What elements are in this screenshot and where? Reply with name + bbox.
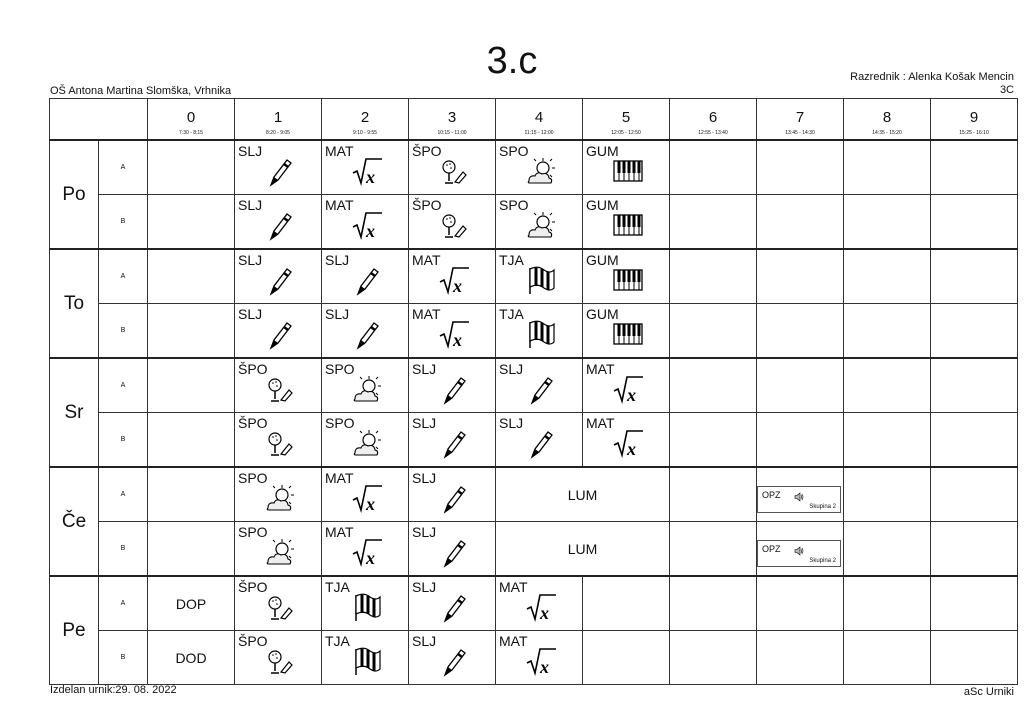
timetable-row (50, 304, 1018, 359)
lesson-cell (235, 249, 322, 304)
lesson-cell (409, 413, 496, 468)
lesson-cell (235, 140, 322, 195)
subject-label: MAT (586, 415, 615, 431)
lesson-cell (235, 631, 322, 685)
pen-icon (439, 645, 469, 677)
lesson-cell (844, 304, 931, 359)
svg-text:x: x (366, 221, 375, 241)
day-label: Če (50, 467, 99, 576)
golf-ball-icon (265, 427, 295, 459)
group-label: B (99, 631, 148, 685)
lesson-cell (235, 304, 322, 359)
lesson-cell (322, 413, 409, 468)
lesson-cell (148, 249, 235, 304)
group-label: A (99, 358, 148, 413)
subject-label: SLJ (325, 306, 350, 322)
period-header (496, 99, 583, 141)
period-header (409, 99, 496, 141)
period-header (931, 99, 1018, 141)
lesson-cell (670, 522, 757, 577)
lesson-cell (148, 195, 235, 250)
lesson-cell (583, 413, 670, 468)
group-label: B (99, 413, 148, 468)
period-header (148, 99, 235, 141)
lesson-cell (409, 467, 496, 522)
day-label: Po (50, 140, 99, 249)
lesson-cell (583, 576, 670, 631)
sqrt-x-icon (526, 645, 556, 677)
lesson-cell (757, 358, 844, 413)
opz-label: OPZ (762, 490, 781, 500)
lesson-cell: DOP (148, 576, 235, 631)
created-date: Izdelan urnik:29. 08. 2022 (50, 684, 177, 696)
subject-label: ŠPO (412, 197, 442, 213)
subject-label: MAT (325, 197, 354, 213)
piano-keys-icon (613, 155, 643, 187)
lesson-cell (931, 467, 1018, 522)
sqrt-x-icon (439, 264, 469, 296)
lesson-cell (670, 195, 757, 250)
timetable-row (50, 467, 1018, 522)
piano-keys-icon (613, 209, 643, 241)
period-time: 9:10 - 9:55 (353, 130, 377, 136)
sun-cloud-icon (352, 427, 382, 459)
subject-label: TJA (325, 579, 350, 595)
lesson-cell (583, 195, 670, 250)
sqrt-x-icon (352, 209, 382, 241)
subject-label: MAT (412, 252, 441, 268)
lesson-cell (844, 631, 931, 685)
group-label: B (99, 522, 148, 577)
lesson-cell (409, 195, 496, 250)
sun-cloud-icon (265, 482, 295, 514)
subject-label: MAT (325, 143, 354, 159)
flag-icon (526, 318, 556, 350)
pen-icon (439, 591, 469, 623)
lesson-cell (931, 249, 1018, 304)
subject-label: TJA (325, 633, 350, 649)
subject-label: MAT (412, 306, 441, 322)
period-number: 1 (273, 109, 283, 126)
lesson-cell (844, 195, 931, 250)
subject-label: SLJ (499, 415, 524, 431)
period-header (844, 99, 931, 141)
lesson-cell (757, 467, 844, 522)
lesson-cell-merged: LUM (496, 467, 670, 522)
lesson-cell (583, 140, 670, 195)
subject-label: SLJ (238, 143, 263, 159)
subject-label: ŠPO (238, 579, 268, 595)
subject-label: GUM (586, 143, 619, 159)
timetable-row (50, 358, 1018, 413)
sun-cloud-icon (526, 209, 556, 241)
golf-ball-icon (439, 209, 469, 241)
svg-text:x: x (366, 167, 375, 187)
lesson-cell (322, 631, 409, 685)
lesson-cell (322, 140, 409, 195)
lesson-cell (670, 304, 757, 359)
corner-cell (50, 99, 148, 141)
lesson-cell (409, 304, 496, 359)
lesson-cell (409, 249, 496, 304)
sun-cloud-icon (352, 373, 382, 405)
subject-label: SLJ (412, 415, 437, 431)
school-name: OŠ Antona Martina Slomška, Vrhnika (50, 85, 232, 97)
lesson-cell: DOD (148, 631, 235, 685)
period-time: 13:45 - 14:30 (785, 130, 815, 136)
pen-icon (265, 209, 295, 241)
sqrt-x-icon (613, 427, 643, 459)
lesson-cell (148, 522, 235, 577)
lesson-cell (496, 413, 583, 468)
subject-label: ŠPO (412, 143, 442, 159)
lesson-cell (322, 522, 409, 577)
lesson-cell (148, 140, 235, 195)
flag-icon (352, 591, 382, 623)
golf-ball-icon (439, 155, 469, 187)
period-number: 7 (795, 109, 805, 126)
page-title: 3.c (486, 40, 538, 82)
svg-text:x: x (627, 439, 636, 459)
timetable-row (50, 576, 1018, 631)
period-header (670, 99, 757, 141)
sun-cloud-icon (526, 155, 556, 187)
lesson-cell (670, 413, 757, 468)
lesson-cell (757, 249, 844, 304)
lesson-cell (757, 631, 844, 685)
svg-text:x: x (627, 385, 636, 405)
timetable-row (50, 631, 1018, 685)
sun-cloud-icon (265, 536, 295, 568)
lesson-cell (670, 140, 757, 195)
timetable-row (50, 195, 1018, 250)
period-number: 5 (621, 109, 631, 126)
period-number: 3 (447, 109, 457, 126)
lesson-cell (844, 413, 931, 468)
period-header (322, 99, 409, 141)
lesson-cell (931, 522, 1018, 577)
lesson-cell (148, 413, 235, 468)
lesson-cell (757, 522, 844, 577)
lesson-cell (844, 522, 931, 577)
subject-label: SPO (499, 197, 529, 213)
class-code: 3C (999, 84, 1014, 96)
svg-text:x: x (453, 330, 462, 350)
lesson-cell (148, 467, 235, 522)
period-number: 2 (360, 109, 370, 126)
pen-icon (439, 536, 469, 568)
svg-text:x: x (366, 494, 375, 514)
lesson-cell (496, 195, 583, 250)
period-number: 4 (534, 109, 544, 126)
subject-label: GUM (586, 252, 619, 268)
group-label: A (99, 249, 148, 304)
svg-text:x: x (366, 548, 375, 568)
period-header (235, 99, 322, 141)
lesson-cell (844, 358, 931, 413)
period-header-row (50, 99, 1018, 141)
lesson-cell (931, 140, 1018, 195)
piano-keys-icon (613, 318, 643, 350)
group-label: B (99, 195, 148, 250)
footer-brand: aSc Urniki (963, 686, 1014, 698)
period-number: 6 (708, 109, 718, 126)
golf-ball-icon (265, 373, 295, 405)
lesson-cell (931, 631, 1018, 685)
pen-icon (352, 318, 382, 350)
subject-label: SLJ (499, 361, 524, 377)
lesson-cell (235, 467, 322, 522)
opz-box (757, 540, 841, 567)
lesson-cell (670, 249, 757, 304)
lesson-cell (409, 631, 496, 685)
day-label: Pe (50, 576, 99, 685)
sqrt-x-icon (352, 482, 382, 514)
lesson-cell (757, 195, 844, 250)
period-number: 0 (186, 109, 196, 126)
lesson-cell (496, 576, 583, 631)
subject-label: GUM (586, 197, 619, 213)
lesson-cell (757, 140, 844, 195)
svg-text:x: x (453, 276, 462, 296)
subject-label: MAT (499, 579, 528, 595)
opz-group: Skupina 2 (809, 504, 836, 510)
pen-icon (439, 482, 469, 514)
subject-label: SLJ (325, 252, 350, 268)
flag-icon (352, 645, 382, 677)
subject-label: SLJ (238, 252, 263, 268)
lesson-cell (931, 304, 1018, 359)
subject-label: MAT (325, 524, 354, 540)
group-label: A (99, 140, 148, 195)
subject-label: TJA (499, 306, 524, 322)
lesson-cell (322, 358, 409, 413)
sqrt-x-icon (352, 536, 382, 568)
lesson-cell (322, 195, 409, 250)
pen-icon (526, 373, 556, 405)
lesson-cell (322, 304, 409, 359)
group-label: B (99, 304, 148, 359)
period-number: 8 (882, 109, 892, 126)
period-number: 9 (969, 109, 979, 126)
lesson-cell (148, 304, 235, 359)
lesson-cell (235, 358, 322, 413)
period-time: 12:05 - 12:50 (611, 130, 641, 136)
opz-group: Skupina 2 (809, 558, 836, 564)
lesson-cell (322, 576, 409, 631)
lesson-cell (757, 304, 844, 359)
sqrt-x-icon (613, 373, 643, 405)
sqrt-x-icon (526, 591, 556, 623)
opz-box (757, 486, 841, 513)
timetable-row (50, 249, 1018, 304)
period-time: 15:25 - 16:10 (959, 130, 989, 136)
period-time: 8:20 - 9:05 (266, 130, 290, 136)
day-label: Sr (50, 358, 99, 467)
timetable-row (50, 140, 1018, 195)
lesson-cell (931, 195, 1018, 250)
speaker-icon (794, 492, 804, 502)
pen-icon (439, 373, 469, 405)
timetable-row (50, 522, 1018, 577)
subject-label: MAT (499, 633, 528, 649)
period-header (583, 99, 670, 141)
lesson-cell-merged: LUM (496, 522, 670, 577)
lesson-cell (409, 140, 496, 195)
timetable-row (50, 413, 1018, 468)
lesson-cell (757, 576, 844, 631)
period-time: 10:15 - 11:00 (437, 130, 467, 136)
lesson-cell (322, 467, 409, 522)
class-teacher-block (850, 71, 1014, 97)
lesson-cell (496, 304, 583, 359)
subject-label: SLJ (238, 197, 263, 213)
subject-label: SLJ (238, 306, 263, 322)
subject-label: SLJ (412, 470, 437, 486)
pen-icon (265, 318, 295, 350)
subject-label: SLJ (412, 361, 437, 377)
period-time: 12:55 - 13:40 (698, 130, 728, 136)
lesson-cell (322, 249, 409, 304)
lesson-cell (235, 576, 322, 631)
sqrt-x-icon (352, 155, 382, 187)
subject-label: MAT (586, 361, 615, 377)
lesson-cell (409, 522, 496, 577)
subject-label: SLJ (412, 524, 437, 540)
svg-text:x: x (540, 603, 549, 623)
lesson-cell (235, 413, 322, 468)
subject-label: MAT (325, 470, 354, 486)
period-time: 7:30 - 8:15 (179, 130, 203, 136)
lesson-cell (496, 631, 583, 685)
subject-label: TJA (499, 252, 524, 268)
subject-label: SLJ (412, 579, 437, 595)
day-label: To (50, 249, 99, 358)
lesson-cell (844, 140, 931, 195)
lesson-cell (844, 467, 931, 522)
lesson-cell (583, 304, 670, 359)
lesson-cell (496, 358, 583, 413)
lesson-cell (235, 522, 322, 577)
class-teacher: Razrednik : Alenka Košak Mencin (850, 71, 1014, 83)
subject-label: GUM (586, 306, 619, 322)
lesson-cell (844, 576, 931, 631)
subject-label: SPO (325, 415, 355, 431)
lesson-cell (583, 249, 670, 304)
lesson-cell (583, 631, 670, 685)
lesson-cell (844, 249, 931, 304)
subject-label: SPO (238, 524, 268, 540)
group-label: A (99, 576, 148, 631)
piano-keys-icon (613, 264, 643, 296)
lesson-cell (496, 249, 583, 304)
lesson-cell (409, 358, 496, 413)
pen-icon (265, 155, 295, 187)
golf-ball-icon (265, 645, 295, 677)
period-time: 11:15 - 12:00 (524, 130, 554, 136)
lesson-cell (670, 631, 757, 685)
sqrt-x-icon (439, 318, 469, 350)
golf-ball-icon (265, 591, 295, 623)
subject-label: SPO (499, 143, 529, 159)
lesson-cell (670, 467, 757, 522)
lesson-cell (148, 358, 235, 413)
lesson-cell (931, 358, 1018, 413)
subject-label: SLJ (412, 633, 437, 649)
subject-label: SPO (325, 361, 355, 377)
lesson-cell (670, 576, 757, 631)
pen-icon (352, 264, 382, 296)
flag-icon (526, 264, 556, 296)
lesson-cell (931, 413, 1018, 468)
svg-text:x: x (540, 657, 549, 677)
pen-icon (526, 427, 556, 459)
lesson-cell (409, 576, 496, 631)
subject-label: ŠPO (238, 415, 268, 431)
subject-label: ŠPO (238, 361, 268, 377)
lesson-cell (235, 195, 322, 250)
lesson-cell (757, 413, 844, 468)
subject-label: ŠPO (238, 633, 268, 649)
group-label: A (99, 467, 148, 522)
subject-label: SPO (238, 470, 268, 486)
lesson-cell (496, 140, 583, 195)
lesson-cell (583, 358, 670, 413)
pen-icon (439, 427, 469, 459)
period-header (757, 99, 844, 141)
period-time: 14:35 - 15:20 (872, 130, 902, 136)
opz-label: OPZ (762, 544, 781, 554)
pen-icon (265, 264, 295, 296)
timetable (49, 98, 1018, 685)
lesson-cell (670, 358, 757, 413)
speaker-icon (794, 546, 804, 556)
lesson-cell (931, 576, 1018, 631)
